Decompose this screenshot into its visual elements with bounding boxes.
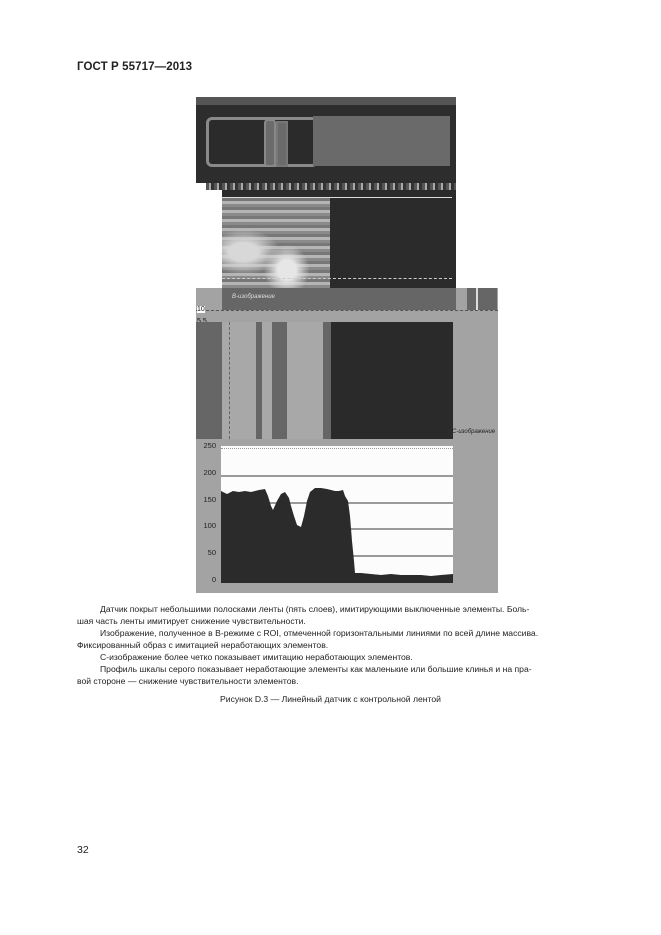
c-image-guide [229, 322, 230, 439]
b-image-label-band [196, 288, 498, 310]
sensor-housing [206, 117, 318, 167]
marker-line [196, 310, 498, 311]
b-image-label: B-изображение [232, 294, 275, 300]
paragraph-3: C-изображение более четко показывает имитацию неработающих элементов. [100, 652, 413, 662]
c-image-stripe [262, 322, 272, 439]
sensor-photo [196, 97, 456, 183]
sensor-clip [264, 119, 276, 167]
sensor-label-plate [313, 116, 450, 166]
standard-header: ГОСТ Р 55717—2013 [77, 61, 193, 73]
page-number: 32 [77, 844, 89, 856]
y-tick-100: 100 [203, 521, 216, 530]
y-tick-50: 50 [207, 548, 216, 557]
c-image-stripe [287, 322, 323, 439]
c-image-stripe [323, 322, 331, 439]
side-panel [467, 288, 497, 310]
c-image-dark-region [331, 322, 453, 439]
y-tick-250: 250 [203, 441, 216, 450]
c-image [196, 322, 498, 444]
paragraph-2-line-1: Изображение, полученное в B-режиме с ROI, отмеченной горизонтальными линиями по всей длине массива. [100, 628, 539, 638]
roi-line [222, 197, 452, 198]
c-image-label: C-изображение [452, 429, 496, 435]
marker-10: 10 [197, 306, 205, 313]
b-image [222, 190, 456, 288]
b-image-echo-region [222, 198, 330, 288]
chart-plot-area [221, 446, 453, 583]
c-image-stripe [272, 322, 287, 439]
figure-caption: Рисунок D.3 — Линейный датчик с контрольной лентой [220, 694, 441, 704]
photo-top-strip [196, 97, 456, 105]
paragraph-2-line-2: Фиксированный образ с имитацией неработающих элементов. [77, 640, 329, 650]
c-image-stripe [222, 322, 256, 439]
side-panel-marker [476, 288, 478, 310]
y-tick-0: 0 [211, 575, 216, 584]
image-noise-band [206, 183, 456, 190]
paragraph-1-line-1: Датчик покрыт небольшими полосками ленты (пять слоев), имитирующими выключенные элементы. Боль- [100, 604, 530, 614]
y-tick-150: 150 [203, 495, 216, 504]
paragraph-4-line-1: Профиль шкалы серого показывает неработающие элементы как маленькие или большие клинья и на пра- [100, 664, 532, 674]
c-image-stripe [196, 322, 222, 439]
paragraph-4-line-2: вой стороне — снижение чувствительности элементов. [77, 676, 299, 686]
sensor-clip [276, 121, 288, 167]
figure-d3 [196, 97, 498, 593]
paragraph-1-line-2: шая часть ленты имитирует снижение чувствительности. [77, 616, 306, 626]
profile-area [221, 446, 453, 583]
roi-line [222, 278, 452, 279]
y-tick-200: 200 [203, 468, 216, 477]
